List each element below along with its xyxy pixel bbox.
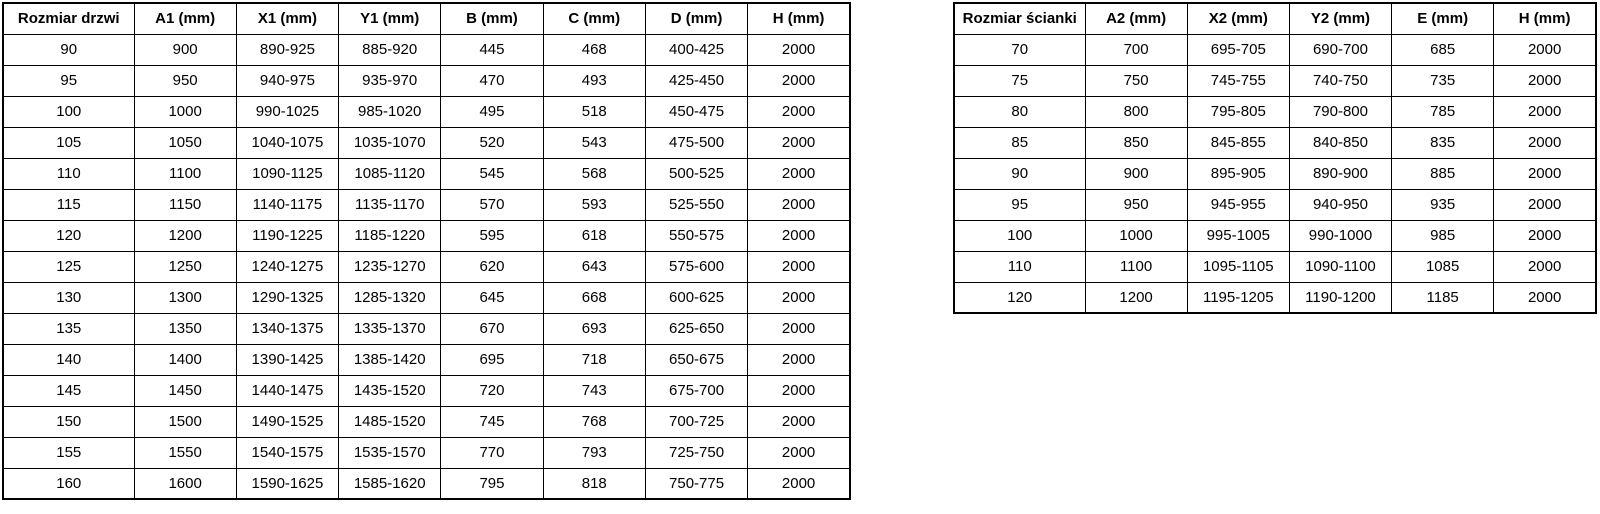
column-header: Rozmiar drzwi (3, 3, 134, 34)
column-header: A2 (mm) (1085, 3, 1187, 34)
table-cell: 2000 (1494, 96, 1596, 127)
table-cell: 518 (543, 96, 645, 127)
table-row (954, 127, 1596, 158)
table-cell: 890-925 (236, 34, 338, 65)
table-cell: 90 (954, 158, 1085, 189)
table-cell: 425-450 (645, 65, 747, 96)
table-cell: 110 (954, 251, 1085, 282)
table-cell: 675-700 (645, 375, 747, 406)
table-cell: 845-855 (1187, 127, 1289, 158)
table-cell: 1535-1570 (339, 437, 441, 468)
table-row (954, 282, 1596, 313)
table-row (3, 468, 850, 499)
column-header: Y1 (mm) (339, 3, 441, 34)
table-cell: 940-975 (236, 65, 338, 96)
table-cell: 1135-1170 (339, 189, 441, 220)
column-header: H (mm) (1494, 3, 1596, 34)
table-cell: 700 (1085, 34, 1187, 65)
table-cell: 750 (1085, 65, 1187, 96)
table-cell: 795 (441, 468, 543, 499)
table-cell: 745 (441, 406, 543, 437)
table-cell: 120 (3, 220, 134, 251)
table-cell: 70 (954, 34, 1085, 65)
wall-sizes-table (953, 2, 1597, 314)
table-cell: 75 (954, 65, 1085, 96)
table-cell: 600-625 (645, 282, 747, 313)
table-cell: 595 (441, 220, 543, 251)
table-cell: 885 (1392, 158, 1494, 189)
table-cell: 750-775 (645, 468, 747, 499)
table-cell: 1095-1105 (1187, 251, 1289, 282)
table-cell: 95 (954, 189, 1085, 220)
table-cell: 100 (954, 220, 1085, 251)
table-cell: 2000 (1494, 189, 1596, 220)
table-cell: 1285-1320 (339, 282, 441, 313)
table-cell: 650-675 (645, 344, 747, 375)
table-cell: 718 (543, 344, 645, 375)
table-cell: 1335-1370 (339, 313, 441, 344)
table-row (3, 406, 850, 437)
column-header: C (mm) (543, 3, 645, 34)
table-cell: 685 (1392, 34, 1494, 65)
table-cell: 1040-1075 (236, 127, 338, 158)
table-cell: 2000 (1494, 251, 1596, 282)
table-cell: 2000 (1494, 282, 1596, 313)
table-cell: 1340-1375 (236, 313, 338, 344)
table-cell: 935 (1392, 189, 1494, 220)
table-cell: 1290-1325 (236, 282, 338, 313)
table-cell: 1400 (134, 344, 236, 375)
table-row (3, 282, 850, 313)
table-cell: 550-575 (645, 220, 747, 251)
table-cell: 525-550 (645, 189, 747, 220)
table-cell: 950 (134, 65, 236, 96)
table-cell: 1090-1100 (1289, 251, 1391, 282)
table-cell: 495 (441, 96, 543, 127)
table-cell: 543 (543, 127, 645, 158)
table-cell: 1000 (1085, 220, 1187, 251)
table-cell: 2000 (748, 189, 850, 220)
table-cell: 818 (543, 468, 645, 499)
table-cell: 735 (1392, 65, 1494, 96)
table-cell: 130 (3, 282, 134, 313)
table-row (3, 313, 850, 344)
table-cell: 720 (441, 375, 543, 406)
table-cell: 1195-1205 (1187, 282, 1289, 313)
table-cell: 2000 (748, 34, 850, 65)
table-cell: 695 (441, 344, 543, 375)
table-row (3, 189, 850, 220)
table-cell: 2000 (748, 468, 850, 499)
table-row (3, 251, 850, 282)
table-cell: 135 (3, 313, 134, 344)
table-cell: 520 (441, 127, 543, 158)
table-cell: 940-950 (1289, 189, 1391, 220)
table-row (3, 375, 850, 406)
table-cell: 150 (3, 406, 134, 437)
table-cell: 895-905 (1187, 158, 1289, 189)
table-row (3, 220, 850, 251)
table-cell: 670 (441, 313, 543, 344)
table-cell: 900 (134, 34, 236, 65)
table-cell: 1150 (134, 189, 236, 220)
table-cell: 850 (1085, 127, 1187, 158)
table-cell: 593 (543, 189, 645, 220)
table-cell: 160 (3, 468, 134, 499)
table-row (3, 437, 850, 468)
table-row (954, 34, 1596, 65)
table-cell: 2000 (1494, 220, 1596, 251)
table-header-row (954, 3, 1596, 34)
table-cell: 90 (3, 34, 134, 65)
table-cell: 500-525 (645, 158, 747, 189)
table-cell: 695-705 (1187, 34, 1289, 65)
table-cell: 110 (3, 158, 134, 189)
table-cell: 1100 (1085, 251, 1187, 282)
table-cell: 900 (1085, 158, 1187, 189)
table-cell: 793 (543, 437, 645, 468)
table-row (3, 158, 850, 189)
table-cell: 1000 (134, 96, 236, 127)
table-cell: 985 (1392, 220, 1494, 251)
table-cell: 770 (441, 437, 543, 468)
table-cell: 885-920 (339, 34, 441, 65)
table-cell: 625-650 (645, 313, 747, 344)
table-cell: 743 (543, 375, 645, 406)
table-cell: 575-600 (645, 251, 747, 282)
table-cell: 745-755 (1187, 65, 1289, 96)
table-cell: 2000 (748, 127, 850, 158)
table-cell: 400-425 (645, 34, 747, 65)
table-cell: 1350 (134, 313, 236, 344)
table-cell: 1540-1575 (236, 437, 338, 468)
table-cell: 1035-1070 (339, 127, 441, 158)
table-cell: 740-750 (1289, 65, 1391, 96)
table-cell: 990-1025 (236, 96, 338, 127)
table-cell: 800 (1085, 96, 1187, 127)
column-header: Y2 (mm) (1289, 3, 1391, 34)
column-header: E (mm) (1392, 3, 1494, 34)
table-cell: 1585-1620 (339, 468, 441, 499)
table-cell: 2000 (748, 375, 850, 406)
column-header: X2 (mm) (1187, 3, 1289, 34)
table-cell: 950 (1085, 189, 1187, 220)
table-cell: 493 (543, 65, 645, 96)
table-cell: 470 (441, 65, 543, 96)
table-cell: 1300 (134, 282, 236, 313)
table-cell: 125 (3, 251, 134, 282)
table-cell: 2000 (748, 158, 850, 189)
table-cell: 85 (954, 127, 1085, 158)
table-cell: 1190-1225 (236, 220, 338, 251)
table-cell: 80 (954, 96, 1085, 127)
table-row (954, 158, 1596, 189)
table-cell: 1485-1520 (339, 406, 441, 437)
table-cell: 100 (3, 96, 134, 127)
table-cell: 643 (543, 251, 645, 282)
table-cell: 140 (3, 344, 134, 375)
column-header: Rozmiar ścianki (954, 3, 1085, 34)
table-cell: 995-1005 (1187, 220, 1289, 251)
door-sizes-table (2, 2, 851, 500)
table-cell: 2000 (1494, 65, 1596, 96)
table-cell: 2000 (1494, 34, 1596, 65)
table-cell: 1190-1200 (1289, 282, 1391, 313)
table-row (954, 65, 1596, 96)
table-cell: 1435-1520 (339, 375, 441, 406)
table-row (3, 34, 850, 65)
table-cell: 1185-1220 (339, 220, 441, 251)
table-cell: 2000 (748, 96, 850, 127)
table-row (3, 127, 850, 158)
table-row (3, 96, 850, 127)
table-cell: 2000 (1494, 158, 1596, 189)
table-cell: 1235-1270 (339, 251, 441, 282)
table-cell: 1440-1475 (236, 375, 338, 406)
table-cell: 2000 (748, 251, 850, 282)
column-header: X1 (mm) (236, 3, 338, 34)
table-cell: 2000 (748, 313, 850, 344)
table-cell: 835 (1392, 127, 1494, 158)
table-row (3, 344, 850, 375)
table-cell: 2000 (748, 406, 850, 437)
table-cell: 475-500 (645, 127, 747, 158)
column-header: A1 (mm) (134, 3, 236, 34)
table-row (954, 251, 1596, 282)
table-row (954, 189, 1596, 220)
table-cell: 120 (954, 282, 1085, 313)
table-cell: 618 (543, 220, 645, 251)
table-cell: 1385-1420 (339, 344, 441, 375)
table-header-row (3, 3, 850, 34)
table-cell: 545 (441, 158, 543, 189)
table-cell: 468 (543, 34, 645, 65)
table-cell: 1500 (134, 406, 236, 437)
table-cell: 945-955 (1187, 189, 1289, 220)
table-cell: 990-1000 (1289, 220, 1391, 251)
table-cell: 95 (3, 65, 134, 96)
table-cell: 1090-1125 (236, 158, 338, 189)
table-cell: 785 (1392, 96, 1494, 127)
table-cell: 890-900 (1289, 158, 1391, 189)
column-header: D (mm) (645, 3, 747, 34)
table-row (3, 65, 850, 96)
table-cell: 1085 (1392, 251, 1494, 282)
column-header: B (mm) (441, 3, 543, 34)
table-row (954, 96, 1596, 127)
table-cell: 2000 (748, 282, 850, 313)
table-cell: 790-800 (1289, 96, 1391, 127)
table-cell: 700-725 (645, 406, 747, 437)
table-cell: 450-475 (645, 96, 747, 127)
table-cell: 1085-1120 (339, 158, 441, 189)
table-cell: 645 (441, 282, 543, 313)
table-cell: 2000 (1494, 127, 1596, 158)
table-cell: 1200 (134, 220, 236, 251)
table-cell: 115 (3, 189, 134, 220)
column-header: H (mm) (748, 3, 850, 34)
table-cell: 1185 (1392, 282, 1494, 313)
table-cell: 1450 (134, 375, 236, 406)
table-cell: 145 (3, 375, 134, 406)
table-cell: 725-750 (645, 437, 747, 468)
table-cell: 985-1020 (339, 96, 441, 127)
table-cell: 155 (3, 437, 134, 468)
table-cell: 1200 (1085, 282, 1187, 313)
table-cell: 620 (441, 251, 543, 282)
table-cell: 1140-1175 (236, 189, 338, 220)
table-cell: 2000 (748, 344, 850, 375)
table-cell: 1390-1425 (236, 344, 338, 375)
table-cell: 935-970 (339, 65, 441, 96)
table-cell: 1100 (134, 158, 236, 189)
table-cell: 105 (3, 127, 134, 158)
table-cell: 2000 (748, 437, 850, 468)
table-cell: 840-850 (1289, 127, 1391, 158)
table-cell: 445 (441, 34, 543, 65)
table-cell: 570 (441, 189, 543, 220)
table-cell: 1050 (134, 127, 236, 158)
table-cell: 1250 (134, 251, 236, 282)
table-cell: 1600 (134, 468, 236, 499)
table-cell: 1550 (134, 437, 236, 468)
table-cell: 693 (543, 313, 645, 344)
table-cell: 668 (543, 282, 645, 313)
table-cell: 1490-1525 (236, 406, 338, 437)
table-cell: 1240-1275 (236, 251, 338, 282)
table-cell: 568 (543, 158, 645, 189)
table-cell: 690-700 (1289, 34, 1391, 65)
table-cell: 2000 (748, 65, 850, 96)
table-cell: 2000 (748, 220, 850, 251)
table-cell: 1590-1625 (236, 468, 338, 499)
table-cell: 768 (543, 406, 645, 437)
table-cell: 795-805 (1187, 96, 1289, 127)
table-row (954, 220, 1596, 251)
